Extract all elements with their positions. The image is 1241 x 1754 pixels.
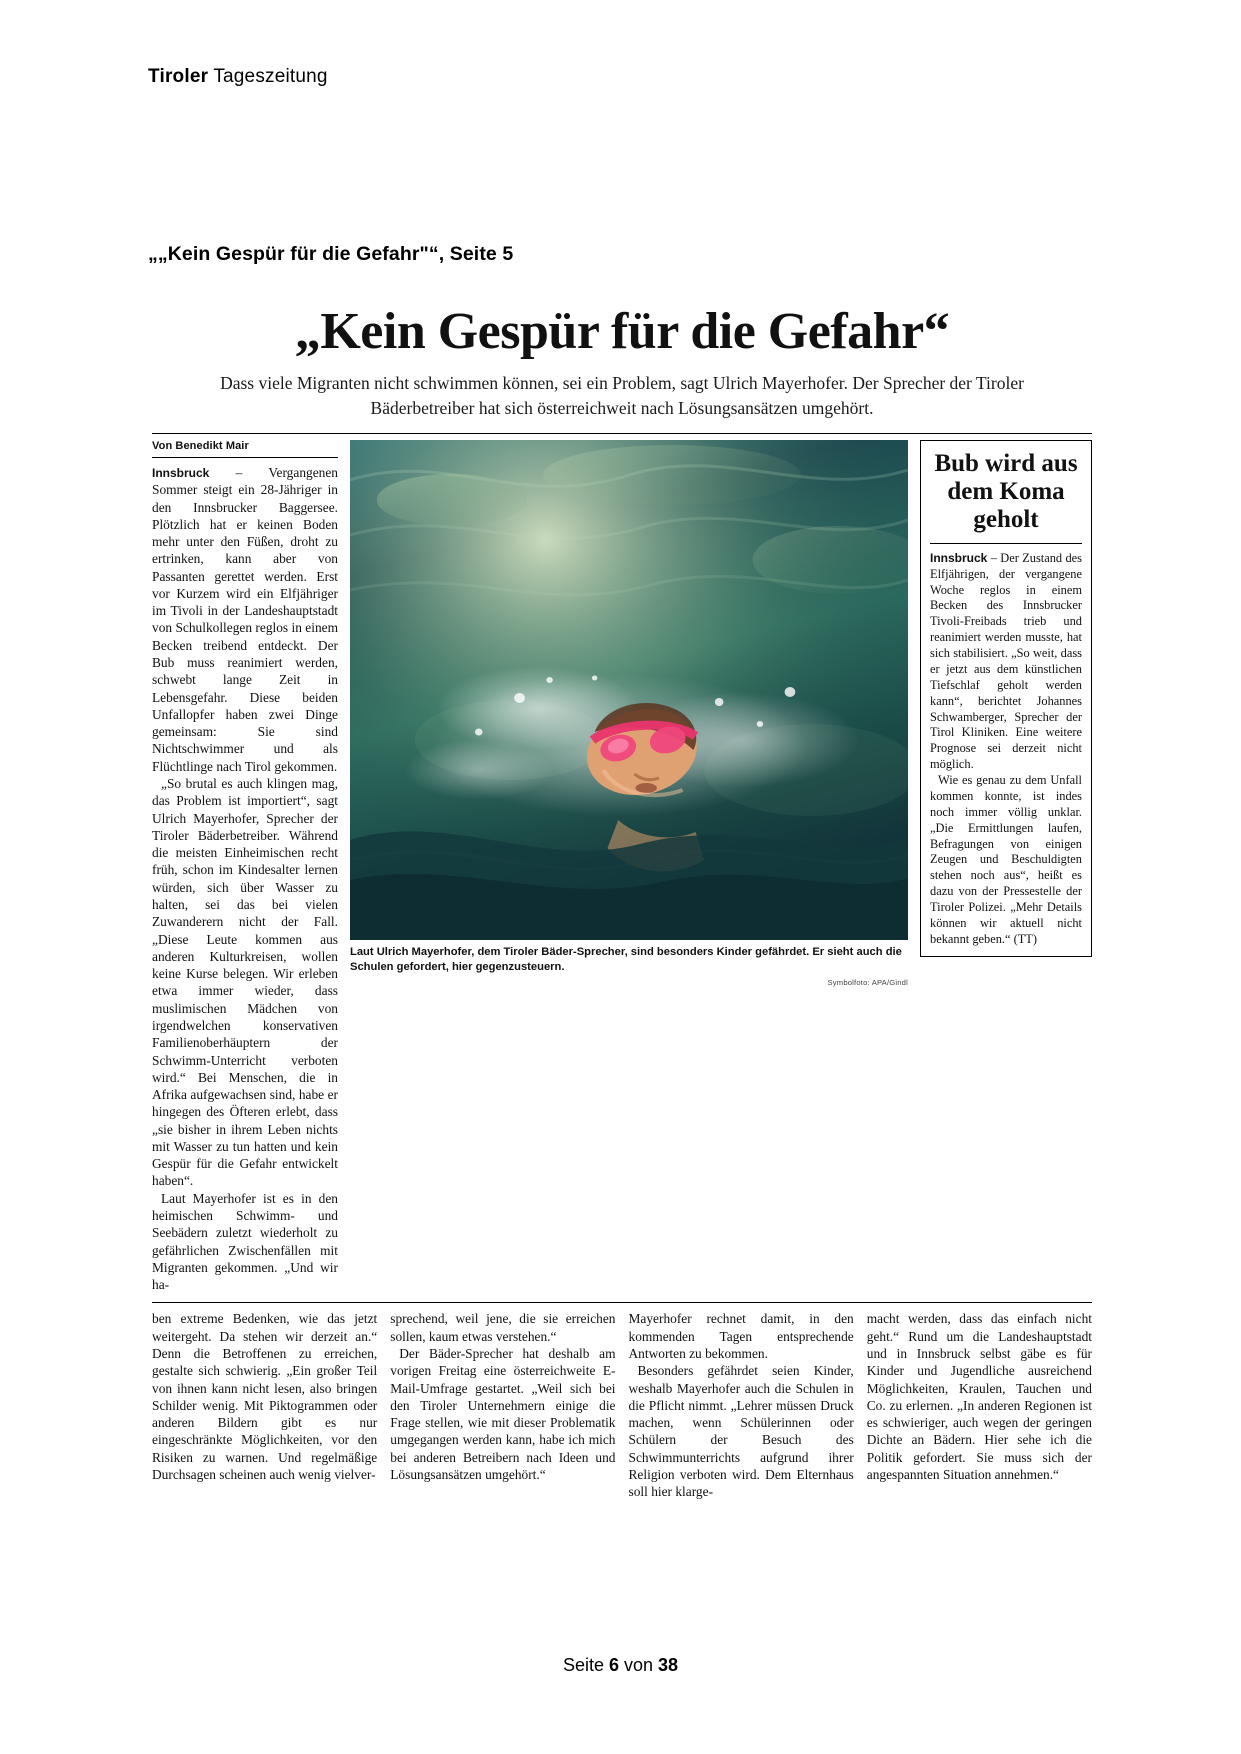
bottom-col4-p1: macht werden, dass das einfach nicht geht.“ Rund um die Landeshauptstadt und in Innsbruck selbst gäbe es für Kinder und Jugendliche ausreichend Möglichkeiten, Kraulen, Tauchen und Co. zu erlernen. „In anderen Regionen ist es schwieriger, auch wegen der geringen Dichte an Bädern. Hier sehe ich die Politik gefordert. Sie muss sich der angespannten Situation annehmen.“ [866, 1311, 1092, 1482]
article-bottom-columns [152, 1310, 1092, 1500]
article-column-1 [152, 440, 338, 1294]
masthead-brand-rest: Tageszeitung [208, 66, 328, 87]
rule-below-photo [152, 1302, 1092, 1303]
bottom-col1-p1: ben extreme Bedenken, wie das jetzt weitergeht. Da stehen wir derzeit an.“ Denn die Betroffenen zu erreichen, gestalte sich schwierig. „Ein großer Teil von ihnen kann nicht lesen, also bringen Schilder wenig. Mit Piktogrammen oder anderen Bildern gibt es nur eingeschränkte Möglichkeiten, vor den Risiken zu warnen. Und regelmäßige Durchsagen scheinen auch wenig vielver- [152, 1311, 378, 1482]
article-photo-caption: Laut Ulrich Mayerhofer, dem Tiroler Bäder-Sprecher, sind besonders Kinder gefährdet. Er sieht auch die Schulen gefordert, hier gegenzusteuern. [350, 945, 902, 973]
sidebar-story-headline: Bub wird aus dem Koma geholt [934, 449, 1078, 533]
article-photo [350, 440, 908, 940]
sidebar-story-text [930, 551, 1082, 948]
article-col1-p1: – Vergangenen Sommer steigt ein 28-Jähriger in den Innsbrucker Baggersee. Plötzlich hat er keinen Boden mehr unter den Füßen, droht zu ertrinken, kann aber von Passanten gerettet werden. Erst vor Kurzem wird ein Elfjähriger im Tivoli in der Landeshauptstadt von Schulkollegen reglos in einem Becken treibend entdeckt. Der Bub muss reanimiert werden, schwebt lange Zeit in Lebensgefahr. Diese beiden Unfallopfer haben zwei Dinge gemeinsam: Sie sind Nichtschwimmer und als Flüchtlinge nach Tirol gekommen. [152, 464, 338, 774]
article-bottom-column-1 [152, 1310, 377, 1500]
masthead [148, 66, 328, 88]
swimmer-photo-illustration [350, 440, 908, 940]
clipping-reference-title: „„Kein Gespür für die Gefahr"“, Seite 5 [148, 243, 514, 265]
bottom-col2-p1: sprechend, weil jene, die sie erreichen sollen, kaum etwas verstehen.“ [390, 1311, 616, 1344]
page-footer [0, 1655, 1241, 1676]
sidebar-dateline-kicker: Innsbruck [930, 550, 988, 565]
masthead-brand-bold: Tiroler [148, 66, 209, 87]
article-standfirst: Dass viele Migranten nicht schwimmen können, sei ein Problem, sagt Ulrich Mayerhofer. Der Sprecher der Tiroler Bäderbetreiber hat sich österreichweit nach Lösungsansätzen umgehört. [220, 373, 1024, 418]
sidebar-story-box [920, 440, 1092, 957]
footer-page-number: 6 [608, 1655, 619, 1675]
footer-prefix: Seite [562, 1655, 609, 1675]
footer-middle: von [618, 1655, 659, 1675]
article-photo-block [350, 440, 908, 987]
article-bottom-column-2 [390, 1310, 615, 1500]
sidebar-story-p1: – Der Zustand des Elfjährigen, der vergangene Woche reglos in einem Becken des Innsbrucker Tivoli-Freibads trieb und reanimiert werden musste, hat sich stabilisiert. „So weit, dass er jetzt aus dem künstlichen Tiefschlaf geholt werden kann“, berichtet Johannes Schwamberger, Sprecher der Tirol Kliniken. Eine weitere Prognose sei derzeit nicht möglich. [930, 550, 1082, 772]
newspaper-clipping [152, 305, 1092, 1501]
sidebar-story-p2: Wie es genau zu dem Unfall kommen konnte, ist indes noch immer völlig unklar. „Die Ermittlungen laufen, Befragungen von einigen Zeugen und Beschuldigten stehen noch aus“, heißt es dazu von der Pressestelle der Tiroler Polizei. „Mehr Details können wir aktuell nicht bekannt geben.“ (TT) [930, 773, 1082, 946]
bottom-col3-p1: Mayerhofer rechnet damit, in den kommenden Tagen entsprechende Antworten zu bekommen. [628, 1311, 854, 1362]
article-column-1-text [152, 464, 338, 1294]
article-col1-p3: Laut Mayerhofer ist es in den heimischen Schwimm- und Seebädern zuletzt wiederholt zu gefährlichen Zwischenfällen mit Migranten gekommen. „Und wir ha- [152, 1190, 338, 1293]
sidebar-story-rule [930, 543, 1082, 544]
rule-above-columns [152, 433, 1092, 434]
article-bottom-column-4 [867, 1310, 1092, 1500]
bottom-col2-p2: Der Bäder-Sprecher hat deshalb am vorigen Freitag eine österreichweite E-Mail-Umfrage gestartet. „Weil sich bei den Tiroler Unternehmern einige die Frage stellen, wie mit dieser Problematik umgegangen werden kann, habe ich mich bei anderen Betreibern nach Ideen und Lösungsansätzen umgehört.“ [390, 1346, 616, 1482]
bottom-col3-p2: Besonders gefährdet seien Kinder, weshalb Mayerhofer auch die Schulen in die Pflicht nimmt. „Lehrer müssen Druck machen, wenn Schülerinnen oder Schülern der Besuch des Schwimmunterrichts aufgrund ihrer Religion verboten wird. Dem Elternhaus soll hier klarge- [628, 1363, 854, 1500]
article-main-row [152, 440, 1092, 1294]
footer-total-pages: 38 [658, 1655, 679, 1675]
article-photo-credit: Symbolfoto: APA/Gindl [827, 977, 908, 987]
article-headline: „Kein Gespür für die Gefahr“ [294, 303, 950, 360]
article-col1-p2: „So brutal es auch klingen mag, das Problem ist importiert“, sagt Ulrich Mayerhofer, Sprecher der Tiroler Bäderbetreiber. Während die meisten Einheimischen recht früh, schon im Kindesalter lernen würden, sich über Wasser zu halten, sei das bei vielen Zuwanderern nicht der Fall. „Diese Leute kommen aus anderen Kulturkreisen, wollen keine Kurse belegen. Wir erleben etwa immer wieder, dass muslimischen Mädchen von irgendwelchen konservativen Familienoberhäuptern der Schwimm-Unterricht verboten wird.“ Bei Menschen, die in Afrika aufgewachsen sind, habe er hingegen des Öfteren erlebt, dass „sie bisher in ihrem Leben nichts mit Wasser zu tun hatten und kein Gespür für die Gefahr entwickelt haben“. [152, 776, 338, 1189]
article-byline: Von Benedikt Mair [152, 440, 338, 458]
dateline-kicker: Innsbruck [152, 465, 210, 480]
article-bottom-column-3 [629, 1310, 854, 1500]
